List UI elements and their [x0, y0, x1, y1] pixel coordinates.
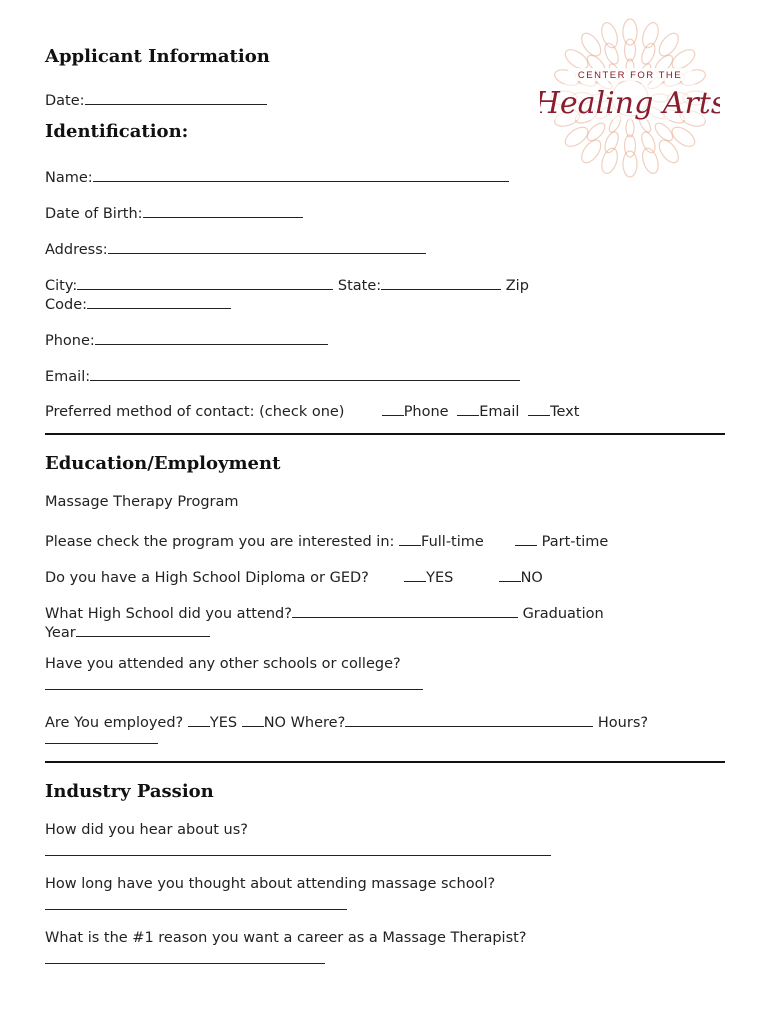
date-label: Date:	[45, 93, 85, 109]
passion-heading: Industry Passion	[45, 781, 214, 802]
contact-phone-check[interactable]	[382, 399, 404, 416]
name-row	[45, 165, 509, 188]
name-field[interactable]	[93, 165, 509, 182]
parttime-check[interactable]	[515, 529, 537, 546]
education-heading: Education/Employment	[45, 453, 281, 474]
diploma-no-check[interactable]	[499, 565, 521, 582]
program-row	[45, 529, 608, 552]
logo-line1: CENTER FOR THE	[577, 70, 683, 81]
city-label: City:	[45, 278, 78, 294]
city-field[interactable]	[77, 273, 333, 290]
phone-field[interactable]	[95, 328, 328, 345]
zip-code-row	[45, 292, 231, 315]
other-schools-field[interactable]	[45, 689, 423, 690]
date-field[interactable]	[85, 88, 267, 105]
how-long-field[interactable]	[45, 909, 347, 910]
email-label: Email:	[45, 369, 91, 385]
phone-label: Phone:	[45, 333, 95, 349]
contact-email-label: Email	[479, 404, 520, 420]
logo-line2: Healing Arts	[540, 86, 720, 121]
where-label: Where?	[290, 715, 346, 731]
other-schools-label: Have you attended any other schools or college?	[45, 656, 401, 672]
employed-yes-label: YES	[209, 715, 238, 731]
contact-text-label: Text	[550, 404, 580, 420]
reason-label: What is the #1 reason you want a career as a Massage Therapist?	[45, 930, 527, 946]
diploma-row	[45, 565, 543, 588]
dob-row	[45, 201, 303, 224]
hours-label: Hours?	[597, 715, 649, 731]
email-row	[45, 364, 520, 387]
code-label: Code:	[45, 297, 88, 313]
contact-text-check[interactable]	[528, 399, 550, 416]
email-field[interactable]	[90, 364, 520, 381]
dob-field[interactable]	[143, 201, 303, 218]
diploma-no-label: NO	[520, 570, 543, 586]
employed-row	[45, 710, 648, 733]
program-label: Please check the program you are interested in:	[45, 534, 395, 550]
fulltime-label: Full-time	[421, 534, 484, 550]
contact-phone-label: Phone	[403, 404, 449, 420]
applicant-heading: Applicant Information	[45, 46, 270, 67]
diploma-yes-label: YES	[426, 570, 454, 586]
state-field[interactable]	[381, 273, 501, 290]
address-row	[45, 237, 426, 260]
healing-arts-logo	[540, 18, 720, 183]
identification-heading: Identification:	[45, 121, 189, 142]
zip-label: Zip	[505, 278, 529, 294]
phone-row	[45, 328, 328, 351]
hours-field[interactable]	[45, 743, 158, 744]
year-row	[45, 620, 210, 643]
contact-row	[45, 399, 579, 422]
employed-no-label: NO	[263, 715, 286, 731]
section-divider	[45, 761, 725, 763]
how-long-label: How long have you thought about attending massage school?	[45, 876, 496, 892]
mandala-icon	[540, 18, 720, 183]
fulltime-check[interactable]	[399, 529, 421, 546]
dob-label: Date of Birth:	[45, 206, 143, 222]
state-label: State:	[337, 278, 382, 294]
date-row	[45, 88, 267, 111]
hear-label: How did you hear about us?	[45, 822, 248, 838]
contact-email-check[interactable]	[457, 399, 479, 416]
highschool-field[interactable]	[292, 601, 518, 618]
section-divider	[45, 433, 725, 435]
employed-no-check[interactable]	[242, 710, 264, 727]
reason-field[interactable]	[45, 963, 325, 964]
program-title: Massage Therapy Program	[45, 494, 239, 510]
employed-yes-check[interactable]	[188, 710, 210, 727]
graduation-year-field[interactable]	[76, 620, 210, 637]
address-field[interactable]	[108, 237, 426, 254]
name-label: Name:	[45, 170, 93, 186]
graduation-label: Graduation	[522, 606, 604, 622]
diploma-yes-check[interactable]	[404, 565, 426, 582]
hear-field[interactable]	[45, 855, 551, 856]
employed-label: Are You employed?	[45, 715, 184, 731]
address-label: Address:	[45, 242, 108, 258]
parttime-label: Part-time	[541, 534, 609, 550]
contact-label: Preferred method of contact: (check one)	[45, 404, 345, 420]
where-field[interactable]	[345, 710, 593, 727]
diploma-label: Do you have a High School Diploma or GED?	[45, 570, 369, 586]
highschool-label: What High School did you attend?	[45, 606, 292, 622]
zip-code-field[interactable]	[87, 292, 231, 309]
year-label: Year	[45, 625, 76, 641]
